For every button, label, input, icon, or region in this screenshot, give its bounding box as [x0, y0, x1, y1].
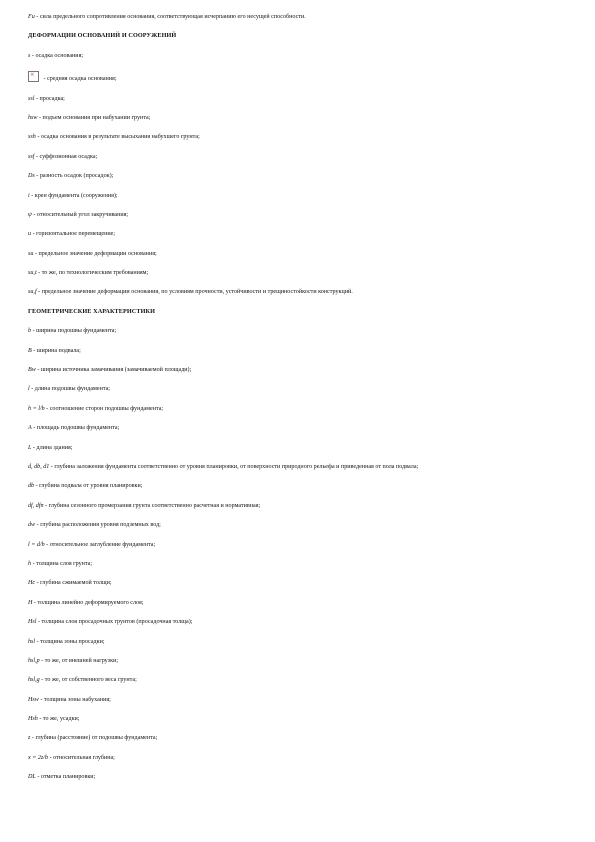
definition-text: - сила предельного сопротивления основания, соответствующая исчерпанию его несущей способности. — [34, 14, 306, 20]
symbol: ssh — [28, 134, 36, 141]
symbol: su,t — [28, 270, 37, 277]
definition-text: - длина здания; — [31, 444, 73, 451]
definition-text: - предельное значение деформации основания; — [33, 250, 157, 257]
definition-text: - глубина сжимаемой толщи; — [35, 580, 112, 587]
definition-line — [28, 734, 568, 742]
definition-text: - просадка; — [34, 95, 65, 102]
definition-text: - площадь подошвы фундамента; — [31, 425, 120, 432]
definition-line — [28, 754, 568, 762]
definition-text: - то же, от собственного веса грунта; — [39, 677, 137, 684]
symbol: hsl,g — [28, 677, 40, 684]
symbol: Fu — [28, 14, 35, 20]
definition-line — [28, 114, 568, 122]
definition-text: - толщина слоя просадочных грунтов (просадочная толща); — [36, 619, 193, 626]
symbol: ssl — [28, 95, 35, 102]
definition-text: - ширина подошвы фундамента; — [31, 328, 117, 335]
symbol: DL — [28, 774, 36, 781]
definition-line — [28, 463, 568, 471]
symbol: A — [28, 425, 32, 432]
definition-text: - ширина подвала; — [31, 347, 81, 354]
symbol: ssf — [28, 153, 35, 160]
definition-text: - глубина расположения уровня подземных вод; — [35, 522, 161, 529]
definition-line — [28, 715, 568, 723]
symbol: df, dfn — [28, 502, 44, 509]
definition-text: - относительное заглубление фундамента; — [44, 541, 156, 548]
symbol: Hsw — [28, 696, 39, 703]
definition-line — [28, 366, 568, 374]
definition-text: - то же, по технологическим требованиям; — [36, 270, 149, 277]
definition-text: - осадка основания; — [30, 52, 84, 59]
definition-text: - соотношение сторон подошвы фундамента; — [44, 405, 164, 412]
symbol: Hsh — [28, 716, 38, 723]
symbol: su — [28, 250, 34, 257]
definition-text: - глубина заложения фундамента соответственно от уровня планировки, от поверхности природного рельефа и приведенная от пола подвала; — [49, 463, 419, 470]
definition-text: - относительный угол закручивания; — [31, 211, 129, 218]
symbol: l = d/b — [28, 541, 45, 548]
definition-text: - разность осадок (просадок); — [34, 173, 114, 180]
definition-text: - толщина слоя грунта; — [31, 560, 93, 567]
broken-image-icon — [28, 71, 39, 82]
definition-line — [28, 52, 568, 60]
definition-text: - средняя осадка основания; — [42, 76, 117, 83]
definition-line — [28, 502, 568, 510]
symbol: hsw — [28, 114, 38, 121]
definition-line — [28, 95, 568, 103]
symbol: dw — [28, 522, 36, 529]
definition-line — [28, 172, 568, 180]
definition-text: - глубина сезонного промерзания грунта соответственно расчетная и нормативная; — [43, 502, 261, 509]
definition-text: - толщина линейно деформируемого слоя; — [32, 599, 144, 606]
symbol: h — [28, 560, 32, 567]
symbol: l — [28, 386, 30, 393]
definition-line — [28, 638, 568, 646]
definition-text: - предельное значение деформации основания, по условиям прочности, устойчивости и трещиностойкости конструкций. — [36, 289, 353, 296]
definition-text: - толщина зоны набухания; — [38, 696, 111, 703]
definition-text: - глубина подвала от уровня планировки; — [34, 483, 143, 490]
symbol: Bw — [28, 367, 36, 374]
definition-text: - ширина источника замачивания (замачиваемой площади); — [35, 367, 192, 374]
section-heading: ГЕОМЕТРИЧЕСКИЕ ХАРАКТЕРИСТИКИ — [28, 307, 156, 315]
symbol: x = 2z/b — [28, 754, 49, 761]
definition-line — [28, 657, 568, 665]
symbol: ψ — [28, 211, 32, 218]
symbol: B — [28, 347, 32, 354]
definition-line — [28, 773, 568, 781]
symbol: z — [28, 735, 31, 742]
definition-line — [28, 385, 568, 393]
definition-text: - суффозионная осадка; — [34, 153, 98, 160]
definition-line — [28, 269, 568, 277]
definition-line — [28, 288, 568, 296]
symbol: d, db, d1 — [28, 463, 50, 470]
definition-line — [28, 192, 568, 200]
definition-line — [28, 230, 568, 238]
symbol: su,f — [28, 289, 37, 296]
definition-text: - крен фундамента (сооружения); — [29, 192, 118, 199]
definition-line — [28, 153, 568, 161]
symbol: db — [28, 483, 35, 490]
symbol: s — [28, 52, 31, 59]
definition-line — [28, 579, 568, 587]
symbol: L — [28, 444, 32, 451]
definition-text: - горизонтальное перемещение; — [31, 231, 116, 238]
definition-text: - то же, усадки; — [37, 716, 80, 723]
definition-text: - толщина зоны просадки; — [35, 638, 105, 645]
symbol: hsl — [28, 638, 36, 645]
definition-line — [28, 482, 568, 490]
definition-line — [28, 676, 568, 684]
definition-line — [28, 618, 568, 626]
section-heading: ДЕФОРМАЦИИ ОСНОВАНИЙ И СООРУЖЕНИЙ — [28, 32, 177, 40]
definition-line — [28, 405, 568, 413]
definition-line — [28, 541, 568, 549]
symbol: Hsl — [28, 619, 37, 626]
definition-line — [28, 560, 568, 568]
symbol: b — [28, 328, 32, 335]
symbol: hsl,p — [28, 657, 40, 664]
symbol: H — [28, 599, 33, 606]
symbol: Hc — [28, 580, 36, 587]
definition-line — [28, 424, 568, 432]
definition-text: - глубина (расстояние) от подошвы фундамента; — [30, 735, 158, 742]
symbol: Ds — [28, 173, 35, 180]
symbol: u — [28, 231, 32, 238]
symbol: h = l/b — [28, 405, 45, 412]
definition-line — [28, 327, 568, 335]
symbol: i — [28, 192, 30, 199]
definition-line — [28, 71, 568, 83]
definition-line — [28, 250, 568, 258]
definition-line — [28, 133, 568, 141]
definition-line — [28, 696, 568, 704]
definition-line — [28, 13, 568, 21]
definition-text: - осадка основания в результате высыхания набухшего грунта; — [35, 134, 200, 141]
definition-line — [28, 444, 568, 452]
definition-text: - то же, от внешней нагрузки; — [39, 657, 119, 664]
definition-line — [28, 211, 568, 219]
definition-text: - отметка планировки; — [35, 774, 96, 781]
definition-text: - относительная глубина; — [48, 754, 115, 761]
definition-line — [28, 521, 568, 529]
document-content — [28, 13, 568, 793]
definition-text: - подъем основания при набухании грунта; — [37, 114, 151, 121]
definition-line — [28, 347, 568, 355]
definition-line — [28, 599, 568, 607]
definition-text: - длина подошвы фундамента; — [29, 386, 111, 393]
